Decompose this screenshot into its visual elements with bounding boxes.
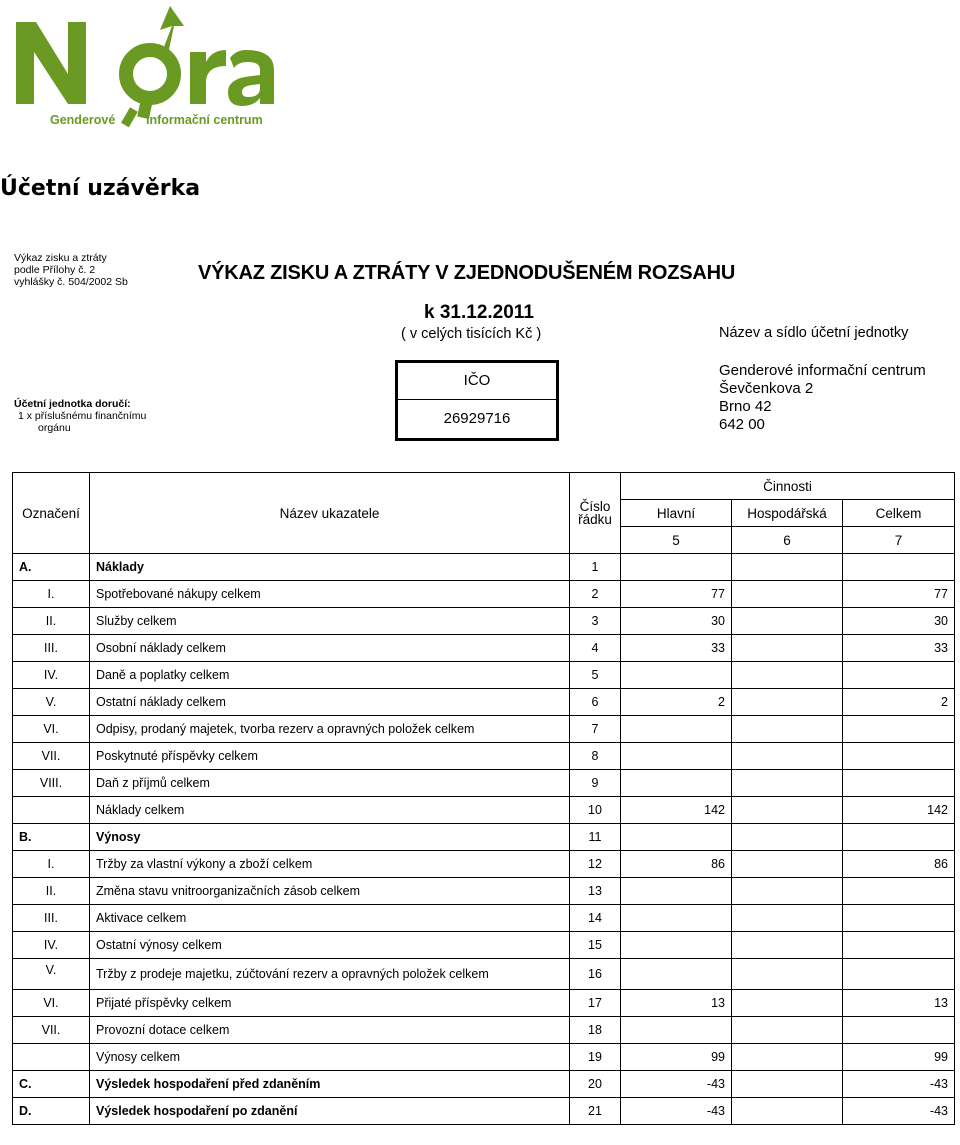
row-name: Odpisy, prodaný majetek, tvorba rezerv a opravných položek celkem (90, 716, 570, 743)
row-value-main: 13 (621, 990, 732, 1017)
row-value-economic (732, 824, 843, 851)
row-value-total (843, 932, 955, 959)
row-value-main (621, 932, 732, 959)
row-value-main (621, 743, 732, 770)
delivery-line: 1 x příslušnému finančnímu (18, 410, 147, 422)
row-value-economic (732, 797, 843, 824)
table-row (13, 1071, 955, 1098)
table-row (13, 743, 955, 770)
row-value-economic (732, 608, 843, 635)
row-value-main (621, 770, 732, 797)
row-value-total (843, 959, 955, 990)
row-value-total (843, 716, 955, 743)
row-number: 13 (570, 878, 621, 905)
row-value-main: 99 (621, 1044, 732, 1071)
income-statement-table (12, 472, 955, 1125)
row-value-main (621, 662, 732, 689)
entity-line: Genderové informační centrum (719, 362, 926, 379)
table-row (13, 824, 955, 851)
row-value-economic (732, 554, 843, 581)
row-value-main (621, 1017, 732, 1044)
delivery-line: orgánu (38, 422, 71, 434)
row-value-economic (732, 743, 843, 770)
row-value-total (843, 878, 955, 905)
law-reference-line: vyhlášky č. 504/2002 Sb (14, 276, 128, 288)
row-number: 20 (570, 1071, 621, 1098)
row-name: Poskytnuté příspěvky celkem (90, 743, 570, 770)
row-number: 6 (570, 689, 621, 716)
entity-line: 642 00 (719, 416, 765, 433)
row-name: Provozní dotace celkem (90, 1017, 570, 1044)
row-number: 1 (570, 554, 621, 581)
table-row (13, 878, 955, 905)
row-value-main (621, 878, 732, 905)
row-code: III. (13, 635, 90, 662)
table-row (13, 932, 955, 959)
table-row (13, 1098, 955, 1125)
row-number: 14 (570, 905, 621, 932)
logo-subtitle-right: informační centrum (146, 113, 263, 127)
table-row (13, 716, 955, 743)
delivery-note (14, 398, 146, 434)
row-name: Tržby za vlastní výkony a zboží celkem (90, 851, 570, 878)
table-row (13, 1017, 955, 1044)
table-row (13, 608, 955, 635)
row-number: 17 (570, 990, 621, 1017)
row-code: IV. (13, 662, 90, 689)
nora-logo (12, 4, 282, 129)
row-value-main: 2 (621, 689, 732, 716)
row-name: Přijaté příspěvky celkem (90, 990, 570, 1017)
row-code: I. (13, 851, 90, 878)
row-number: 10 (570, 797, 621, 824)
table-row (13, 851, 955, 878)
row-name: Změna stavu vnitroorganizačních zásob celkem (90, 878, 570, 905)
row-value-total: 142 (843, 797, 955, 824)
row-value-main: 33 (621, 635, 732, 662)
delivery-label: Účetní jednotka doručí: (14, 398, 131, 410)
page-title: Účetní uzávěrka (0, 176, 201, 201)
law-reference-line: podle Přílohy č. 2 (14, 264, 96, 276)
row-value-total (843, 824, 955, 851)
row-value-total (843, 662, 955, 689)
header-economic: Hospodářská (732, 500, 843, 527)
row-number: 11 (570, 824, 621, 851)
law-reference-line: Výkaz zisku a ztráty (14, 252, 107, 264)
table-row (13, 770, 955, 797)
table-row (13, 905, 955, 932)
table-row (13, 1044, 955, 1071)
row-code: I. (13, 581, 90, 608)
header-col-number: 7 (843, 527, 955, 554)
row-name: Daně a poplatky celkem (90, 662, 570, 689)
row-number: 3 (570, 608, 621, 635)
row-value-economic (732, 689, 843, 716)
logo-subtitle-left: Genderové (50, 113, 116, 127)
entity-line: Brno 42 (719, 398, 772, 415)
row-code: IV. (13, 932, 90, 959)
row-value-main (621, 905, 732, 932)
row-value-total: 99 (843, 1044, 955, 1071)
row-number: 7 (570, 716, 621, 743)
row-number: 16 (570, 959, 621, 990)
row-name: Výsledek hospodaření před zdaněním (90, 1071, 570, 1098)
row-value-main: 30 (621, 608, 732, 635)
row-value-economic (732, 851, 843, 878)
row-name: Ostatní výnosy celkem (90, 932, 570, 959)
row-code: VII. (13, 1017, 90, 1044)
row-value-total (843, 554, 955, 581)
law-reference (14, 252, 128, 288)
row-value-economic (732, 959, 843, 990)
row-value-total: 13 (843, 990, 955, 1017)
table-row (13, 990, 955, 1017)
table-row (13, 554, 955, 581)
row-value-total: 2 (843, 689, 955, 716)
row-code: VI. (13, 990, 90, 1017)
row-value-main (621, 959, 732, 990)
row-code: VII. (13, 743, 90, 770)
statement-units: ( v celých tisících Kč ) (401, 326, 542, 342)
table-row (13, 959, 955, 990)
row-value-main: 142 (621, 797, 732, 824)
row-number: 2 (570, 581, 621, 608)
row-value-total: 30 (843, 608, 955, 635)
row-value-total: -43 (843, 1098, 955, 1125)
row-value-main: -43 (621, 1098, 732, 1125)
row-code: C. (13, 1071, 90, 1098)
row-name: Aktivace celkem (90, 905, 570, 932)
row-name: Výsledek hospodaření po zdanění (90, 1098, 570, 1125)
header-row-number: Číslo řádku (570, 473, 621, 554)
row-value-economic (732, 932, 843, 959)
row-number: 8 (570, 743, 621, 770)
row-value-main (621, 716, 732, 743)
row-code: II. (13, 878, 90, 905)
statement-date: k 31.12.2011 (424, 302, 534, 323)
row-value-economic (732, 770, 843, 797)
row-value-total: -43 (843, 1071, 955, 1098)
header-indicator: Název ukazatele (90, 473, 570, 554)
header-main: Hlavní (621, 500, 732, 527)
row-value-total (843, 743, 955, 770)
table-row (13, 797, 955, 824)
table-row (13, 581, 955, 608)
row-name: Daň z příjmů celkem (90, 770, 570, 797)
row-value-economic (732, 1071, 843, 1098)
row-value-main: 77 (621, 581, 732, 608)
statement-title: VÝKAZ ZISKU A ZTRÁTY V ZJEDNODUŠENÉM ROZSAHU (198, 262, 736, 284)
row-value-total (843, 770, 955, 797)
row-code (13, 797, 90, 824)
row-name: Tržby z prodeje majetku, zúčtování rezerv a opravných položek celkem (90, 959, 570, 990)
ico-box (395, 360, 559, 441)
row-code: V. (13, 689, 90, 716)
row-value-main (621, 824, 732, 851)
row-name: Náklady celkem (90, 797, 570, 824)
table-row (13, 635, 955, 662)
header-col-number: 6 (732, 527, 843, 554)
row-name: Služby celkem (90, 608, 570, 635)
entity-address (719, 362, 926, 434)
row-name: Ostatní náklady celkem (90, 689, 570, 716)
row-number: 4 (570, 635, 621, 662)
row-number: 9 (570, 770, 621, 797)
row-code: VI. (13, 716, 90, 743)
row-value-economic (732, 662, 843, 689)
header-activities: Činnosti (621, 473, 955, 500)
header-designation: Označení (13, 473, 90, 554)
row-value-economic (732, 1017, 843, 1044)
row-code: V. (13, 959, 90, 990)
row-value-economic (732, 878, 843, 905)
row-value-main: -43 (621, 1071, 732, 1098)
entity-label: Název a sídlo účetní jednotky (719, 325, 909, 341)
row-name: Náklady (90, 554, 570, 581)
table-row (13, 662, 955, 689)
row-number: 21 (570, 1098, 621, 1125)
row-code: III. (13, 905, 90, 932)
row-number: 15 (570, 932, 621, 959)
header-total: Celkem (843, 500, 955, 527)
row-code: VIII. (13, 770, 90, 797)
row-code: A. (13, 554, 90, 581)
row-value-total: 77 (843, 581, 955, 608)
row-value-main (621, 554, 732, 581)
header-col-number: 5 (621, 527, 732, 554)
row-value-economic (732, 1098, 843, 1125)
table-row (13, 689, 955, 716)
row-name: Spotřebované nákupy celkem (90, 581, 570, 608)
row-name: Osobní náklady celkem (90, 635, 570, 662)
row-value-economic (732, 990, 843, 1017)
row-number: 18 (570, 1017, 621, 1044)
row-number: 12 (570, 851, 621, 878)
row-name: Výnosy (90, 824, 570, 851)
row-value-total (843, 1017, 955, 1044)
row-value-economic (732, 581, 843, 608)
row-code (13, 1044, 90, 1071)
row-value-main: 86 (621, 851, 732, 878)
row-value-economic (732, 635, 843, 662)
row-value-total (843, 905, 955, 932)
row-name: Výnosy celkem (90, 1044, 570, 1071)
row-value-total: 33 (843, 635, 955, 662)
row-number: 19 (570, 1044, 621, 1071)
row-value-economic (732, 1044, 843, 1071)
row-code: B. (13, 824, 90, 851)
ico-label: IČO (398, 363, 556, 400)
row-value-economic (732, 905, 843, 932)
row-code: D. (13, 1098, 90, 1125)
entity-line: Ševčenkova 2 (719, 380, 814, 397)
row-code: II. (13, 608, 90, 635)
ico-value: 26929716 (443, 410, 511, 427)
row-value-economic (732, 716, 843, 743)
row-number: 5 (570, 662, 621, 689)
row-value-total: 86 (843, 851, 955, 878)
